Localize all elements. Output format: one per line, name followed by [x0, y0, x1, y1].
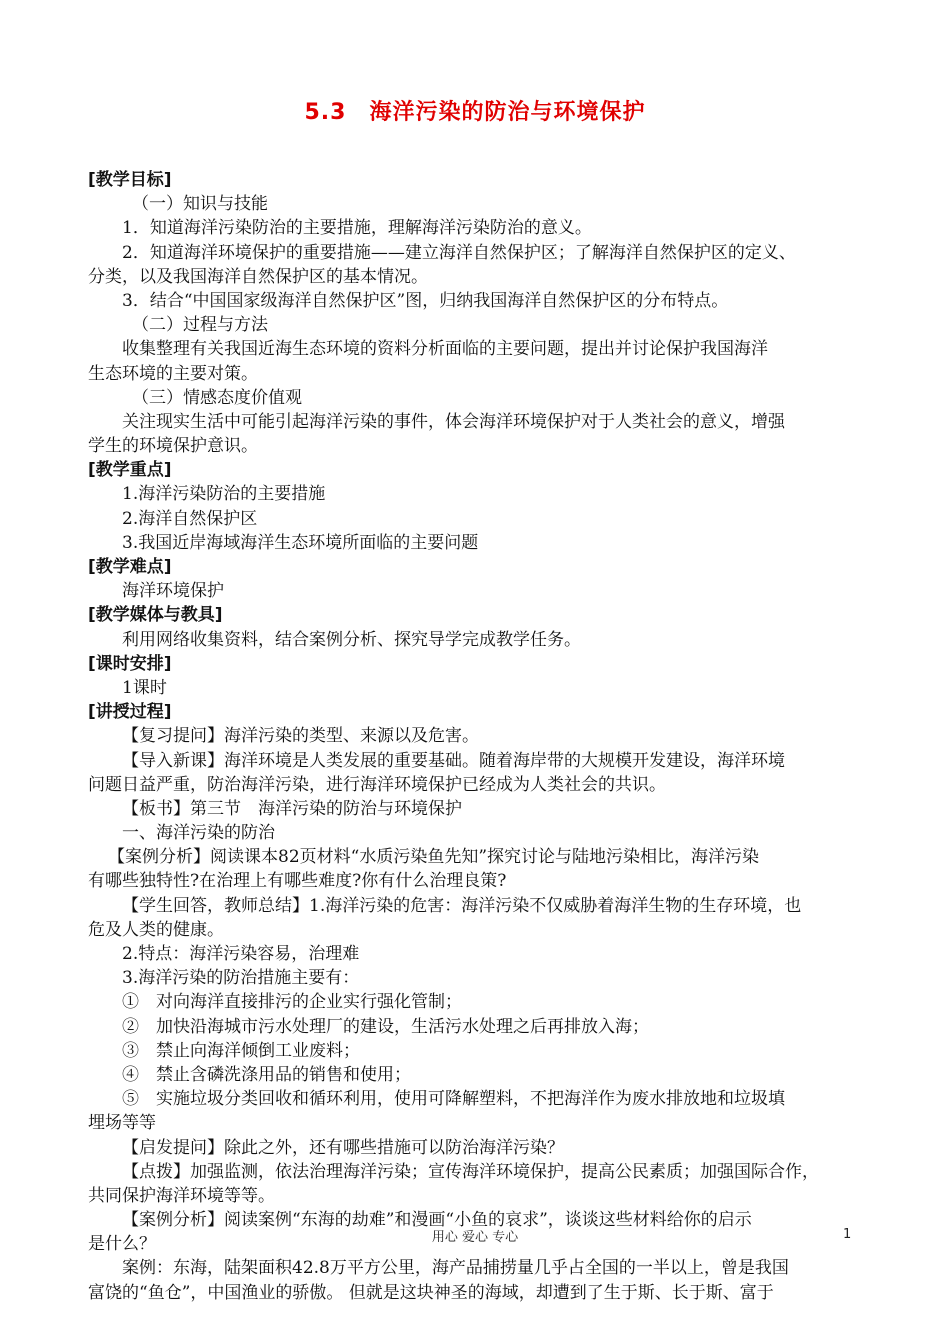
list-item: ③ 禁止向海洋倾倒工业废料； — [122, 1040, 360, 1061]
paragraph-line: 【板书】第三节 海洋污染的防治与环境保护 — [122, 798, 462, 819]
paragraph-line: 危及人类的健康。 — [88, 919, 224, 940]
document-title: 5.3 海洋污染的防治与环境保护 — [304, 100, 646, 125]
page-footer: 用心 爱心 专心 — [431, 1230, 519, 1245]
paragraph-line: 3.海洋污染的防治措施主要有： — [122, 968, 360, 989]
paragraph-line: 学生的环境保护意识。 — [88, 436, 258, 457]
list-item: ⑤ 实施垃圾分类回收和循环利用，使用可降解塑料，不把海洋作为废水排放地和垃圾填 — [122, 1089, 785, 1110]
paragraph-line: 【复习提问】海洋污染的类型、来源以及危害。 — [122, 726, 479, 747]
paragraph-line: 3.我国近岸海域海洋生态环境所面临的主要问题 — [122, 532, 479, 553]
paragraph-line: 【案例分析】阅读课本82页材料“水质污染鱼先知”探究讨论与陆地污染相比，海洋污染 — [108, 847, 760, 868]
list-item: ② 加快沿海城市污水处理厂的建设，生活污水处理之后再排放入海； — [122, 1016, 649, 1037]
paragraph-line: 【启发提问】除此之外，还有哪些措施可以防治海洋污染？ — [122, 1137, 564, 1158]
paragraph-line: 分类，以及我国海洋自然保护区的基本情况。 — [88, 266, 428, 287]
paragraph-line: 利用网络收集资料，结合案例分析、探究导学完成教学任务。 — [122, 629, 581, 650]
paragraph-line: 2.海洋自然保护区 — [122, 508, 258, 529]
paragraph-line: 2.特点：海洋污染容易，治理难 — [122, 944, 360, 964]
paragraph-line: 3．结合“中国国家级海洋自然保护区”图，归纳我国海洋自然保护区的分布特点。 — [122, 290, 729, 311]
paragraph-line: 1．知道海洋污染防治的主要措施，理解海洋污染防治的意义。 — [122, 218, 592, 239]
paragraph-line: 共同保护海洋环境等等。 — [88, 1185, 275, 1206]
section-heading: [教学重点] — [88, 460, 172, 481]
page-number: 1 — [843, 1227, 852, 1242]
section-heading: [教学目标] — [88, 170, 172, 190]
paragraph-line: 一、海洋污染的防治 — [122, 823, 275, 844]
paragraph-line: 问题日益严重，防治海洋污染，进行海洋环境保护已经成为人类社会的共识。 — [88, 774, 666, 795]
section-heading: [教学媒体与教具] — [88, 605, 223, 626]
list-item: ④ 禁止含磷洗涤用品的销售和使用； — [122, 1064, 411, 1085]
subsection-heading: （二）过程与方法 — [132, 315, 268, 336]
paragraph-line: 收集整理有关我国近海生态环境的资料分析面临的主要问题，提出并讨论保护我国海洋 — [122, 339, 768, 360]
section-heading: [课时安排] — [88, 653, 172, 674]
list-item: ① 对向海洋直接排污的企业实行强化管制； — [122, 992, 462, 1013]
paragraph-line: 案例：东海，陆架面积42.8万平方公里，海产品捕捞量几乎占全国的一半以上，曾是我国 — [122, 1258, 789, 1279]
paragraph-line: 【案例分析】阅读案例“东海的劫难”和漫画“小鱼的哀求”，谈谈这些材料给你的启示 — [122, 1210, 752, 1231]
paragraph-line: 1课时 — [122, 677, 167, 698]
section-heading: [教学难点] — [88, 557, 172, 577]
paragraph-line: 【导入新课】海洋环境是人类发展的重要基础。随着海岸带的大规模开发建设，海洋环境 — [122, 750, 785, 771]
paragraph-line: 有哪些独特性?在治理上有哪些难度?你有什么治理良策? — [88, 871, 507, 892]
document-body — [88, 168, 868, 1305]
section-heading: [讲授过程] — [88, 702, 172, 723]
paragraph-line: 【点拨】加强监测，依法治理海洋污染；宣传海洋环境保护，提高公民素质；加强国际合作， — [122, 1161, 819, 1182]
paragraph-line: 关注现实生活中可能引起海洋污染的事件，体会海洋环境保护对于人类社会的意义，增强 — [122, 411, 785, 432]
paragraph-line: 2．知道海洋环境保护的重要措施——建立海洋自然保护区；了解海洋自然保护区的定义、 — [122, 242, 796, 263]
paragraph-line: 海洋环境保护 — [122, 581, 224, 602]
paragraph-line: 【学生回答，教师总结】1.海洋污染的危害：海洋污染不仅威胁着海洋生物的生存环境，也 — [122, 895, 802, 916]
paragraph-line: 1.海洋污染防治的主要措施 — [122, 484, 326, 505]
subsection-heading: （一）知识与技能 — [132, 194, 268, 215]
paragraph-line: 生态环境的主要对策。 — [88, 363, 258, 384]
paragraph-line: 埋场等等 — [88, 1113, 156, 1134]
subsection-heading: （三）情感态度价值观 — [132, 387, 302, 408]
paragraph-line: 富饶的“鱼仓”，中国渔业的骄傲。 但就是这块神圣的海域，却遭到了生于斯、长于斯、富于 — [88, 1282, 774, 1303]
paragraph-line: 是什么？ — [88, 1234, 156, 1255]
